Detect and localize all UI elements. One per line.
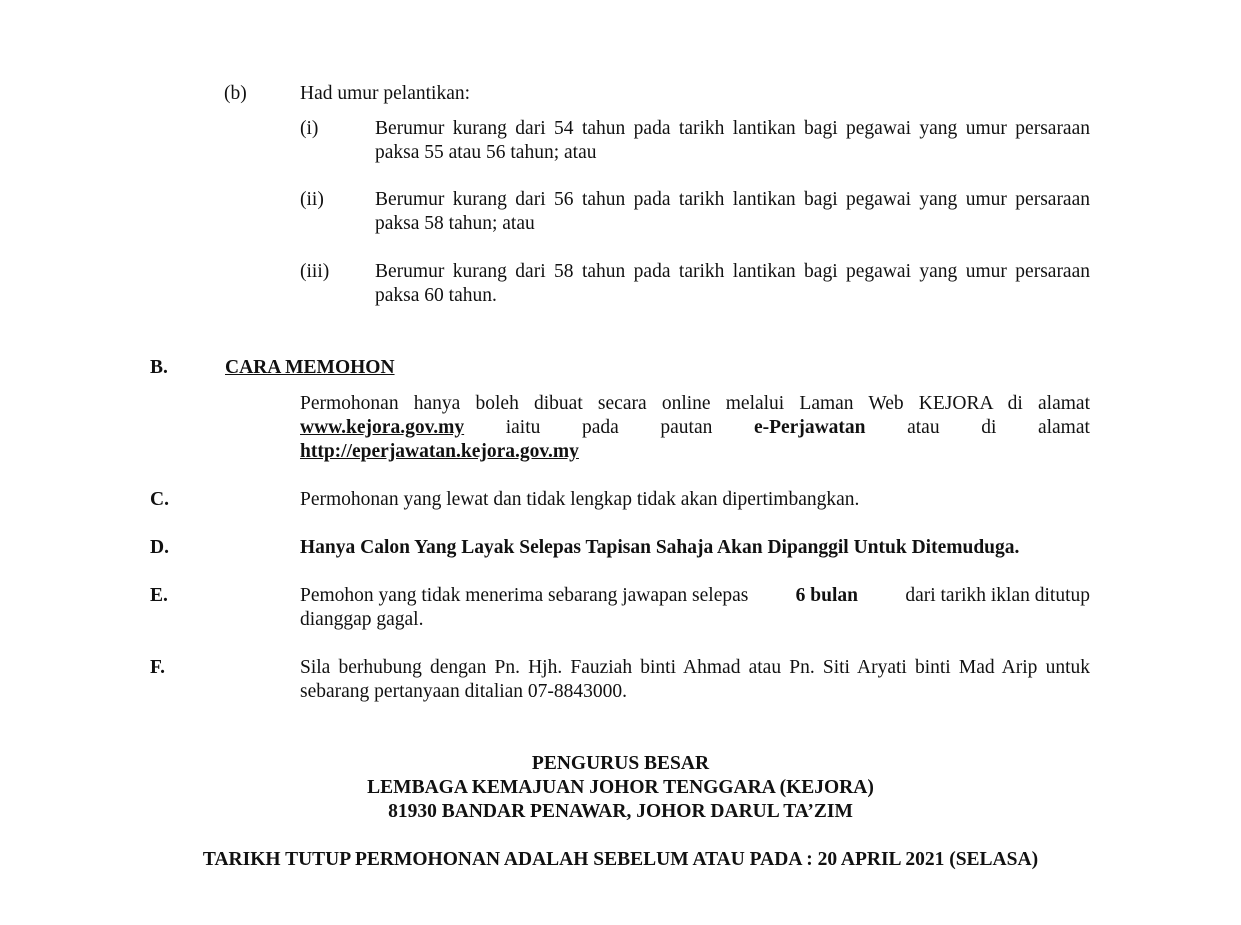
list-item-ii-line2: paksa 58 tahun; atau: [375, 213, 535, 234]
section-e-line2: dianggap gagal.: [300, 609, 424, 630]
list-item-ii-line1: Berumur kurang dari 56 tahun pada tarikh lantikan bagi pegawai yang umur persaraan: [375, 189, 1090, 210]
subsection-heading: Had umur pelantikan:: [300, 83, 471, 104]
list-item-iii-line1: Berumur kurang dari 58 tahun pada tarikh lantikan bagi pegawai yang umur persaraan: [375, 261, 1090, 282]
list-item-i-line1: Berumur kurang dari 54 tahun pada tarikh lantikan bagi pegawai yang umur persaraan: [375, 118, 1090, 139]
list-item-iii-line2: paksa 60 tahun.: [375, 285, 497, 306]
signatory-title: PENGURUS BESAR: [531, 753, 710, 774]
section-letter-d: D.: [150, 537, 169, 558]
section-f-line1: Sila berhubung dengan Pn. Hjh. Fauziah binti Ahmad atau Pn. Siti Aryati binti Mad Arip untuk: [300, 657, 1090, 678]
closing-date-notice: TARIKH TUTUP PERMOHONAN ADALAH SEBELUM ATAU PADA : 20 APRIL 2021 (SELASA): [202, 849, 1039, 870]
section-b-line1: Permohonan hanya boleh dibuat secara online melalui Laman Web KEJORA di alamat: [300, 393, 1090, 414]
kejora-website-link[interactable]: www.kejora.gov.my: [300, 417, 465, 438]
section-e-line1: [300, 584, 1090, 608]
section-title-cara-memohon: CARA MEMOHON: [225, 357, 395, 378]
section-letter-c: C.: [150, 489, 169, 510]
organization-name: LEMBAGA KEMAJUAN JOHOR TENGGARA (KEJORA): [367, 777, 874, 798]
section-e-duration: 6 bulan: [795, 585, 858, 606]
section-f-line2: sebarang pertanyaan ditalian 07-8843000.: [300, 681, 628, 702]
section-d-text: Hanya Calon Yang Layak Selepas Tapisan Sahaja Akan Dipanggil Untuk Ditemuduga.: [300, 537, 1020, 558]
subsection-marker-b: (b): [224, 83, 247, 104]
section-letter-b: B.: [150, 357, 168, 378]
list-item-marker-i: (i): [300, 118, 319, 139]
eperjawatan-link[interactable]: http://eperjawatan.kejora.gov.my: [300, 441, 579, 462]
section-letter-e: E.: [150, 585, 168, 606]
word: pautan: [660, 417, 713, 438]
list-item-marker-iii: (iii): [300, 261, 330, 282]
section-letter-f: F.: [150, 657, 165, 678]
word: atau: [907, 417, 940, 438]
section-e-text-pre: Pemohon yang tidak menerima sebarang jawapan selepas: [300, 585, 749, 606]
list-item-marker-ii: (ii): [300, 189, 324, 210]
list-item-i-line2: paksa 55 atau 56 tahun; atau: [375, 142, 597, 163]
organization-address: 81930 BANDAR PENAWAR, JOHOR DARUL TA’ZIM: [388, 801, 853, 822]
word: di: [981, 417, 997, 438]
word: iaitu: [505, 417, 541, 438]
section-b-line2: [300, 416, 1090, 440]
section-e-text-post: dari tarikh iklan ditutup: [905, 585, 1090, 606]
word: alamat: [1037, 417, 1090, 438]
e-perjawatan-label: e-Perjawatan: [753, 417, 866, 438]
word: pada: [581, 417, 619, 438]
section-c-text: Permohonan yang lewat dan tidak lengkap tidak akan dipertimbangkan.: [300, 489, 860, 510]
